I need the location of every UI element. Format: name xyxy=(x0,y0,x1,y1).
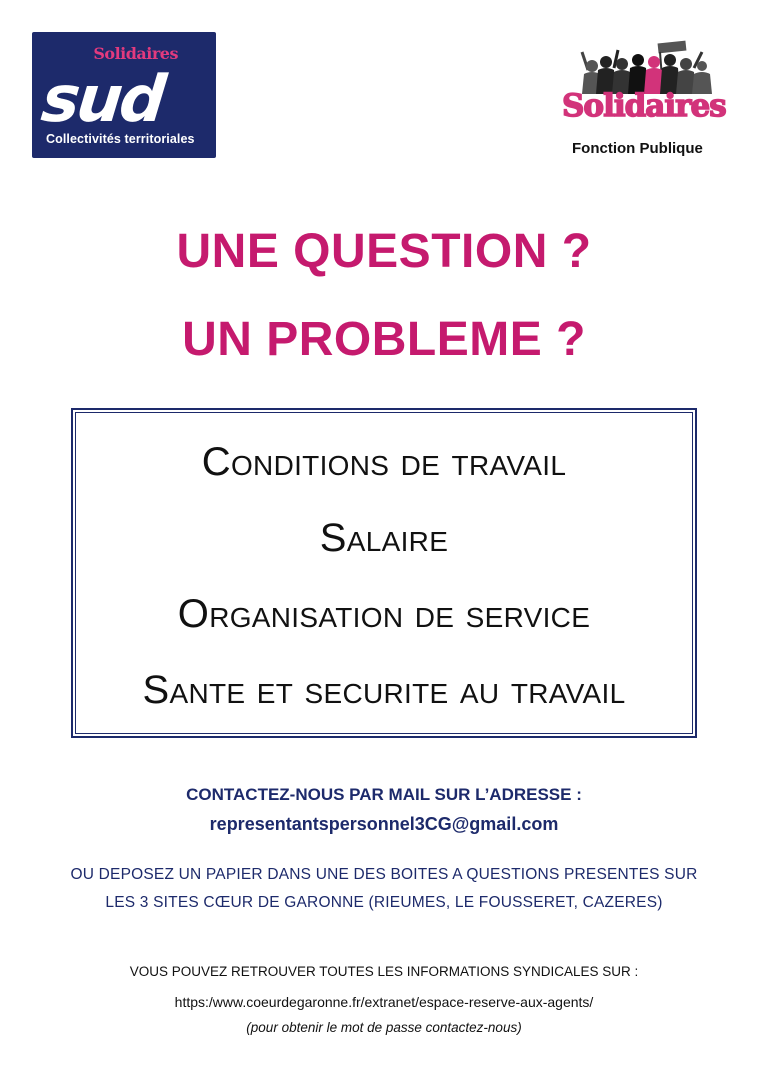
info-url: https:/www.coeurdegaronne.fr/extranet/espace-reserve-aux-agents/ xyxy=(174,994,594,1010)
info-intro: VOUS POUVEZ RETROUVER TOUTES LES INFORMATIONS SYNDICALES SUR : xyxy=(129,964,639,979)
sud-logo xyxy=(32,32,216,158)
info-password-note: (pour obtenir le mot de passe contactez-nous) xyxy=(246,1020,522,1035)
headline-probleme: UN PROBLEME ? xyxy=(182,313,586,366)
protest-crowd-icon xyxy=(574,38,724,94)
contact-email: representantspersonnel3CG@gmail.com xyxy=(209,814,559,834)
topic-sante-et-securite: Sante et securite au travail xyxy=(142,668,626,712)
deposit-instruction-line-2: LES 3 SITES CŒUR DE GARONNE (RIEUMES, LE FOUSSERET, CAZERES) xyxy=(105,894,663,911)
fp-logo-solidaires-text: Solidaires xyxy=(562,88,726,124)
topics-box xyxy=(71,408,697,738)
headline-question: UNE QUESTION ? xyxy=(176,225,592,278)
sud-logo-solidaires-text: Solidaires xyxy=(93,44,178,63)
topic-conditions-de-travail: Conditions de travail xyxy=(201,440,567,484)
fp-logo-subtitle: Fonction Publique xyxy=(572,140,703,157)
topic-salaire: Salaire xyxy=(319,516,449,560)
solidaires-fonction-publique-logo xyxy=(558,38,734,162)
sud-logo-subtitle: Collectivités territoriales xyxy=(46,132,195,146)
deposit-instruction-line-1: OU DEPOSEZ UN PAPIER DANS UNE DES BOITES A QUESTIONS PRESENTES SUR xyxy=(70,866,698,883)
contact-intro: CONTACTEZ-NOUS PAR MAIL SUR L’ADRESSE : xyxy=(186,785,582,804)
sud-logo-wordmark: sud xyxy=(38,63,167,137)
topic-organisation-de-service: Organisation de service xyxy=(177,592,591,636)
